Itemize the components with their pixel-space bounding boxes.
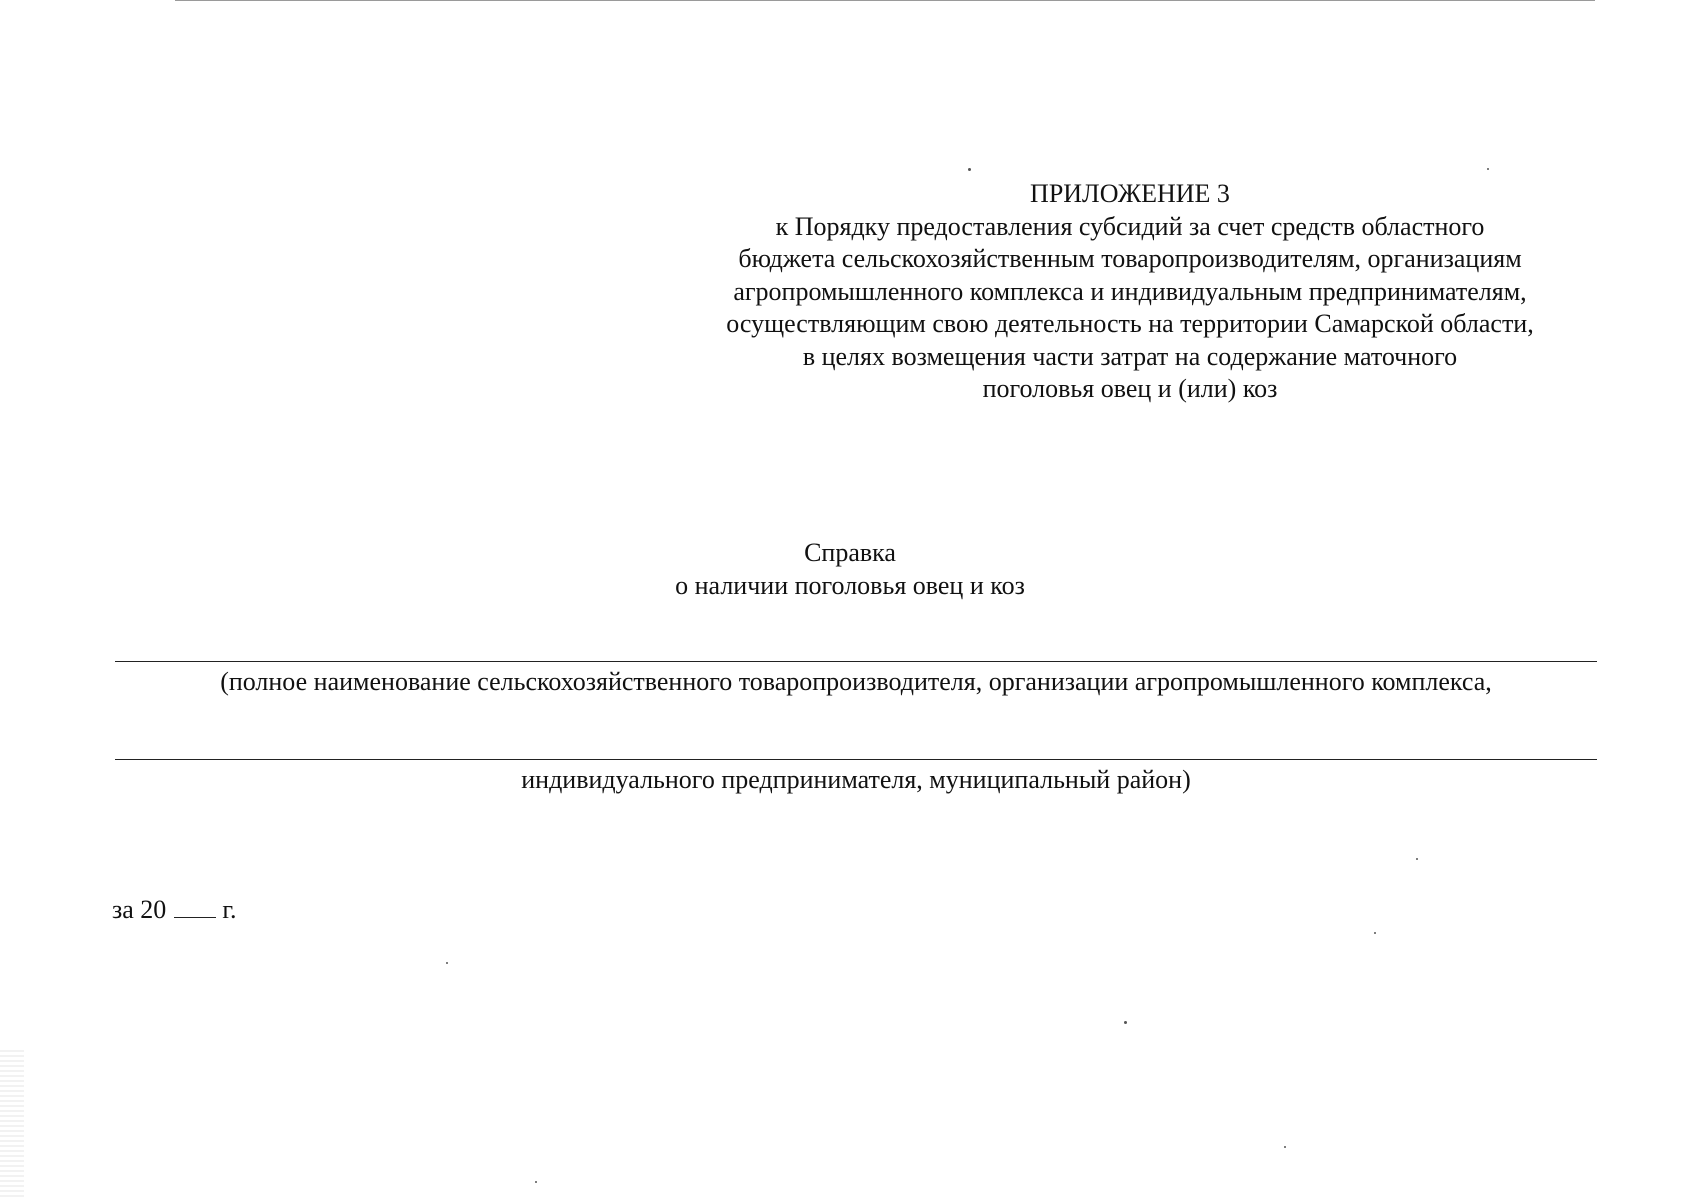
appendix-line-6: поголовья овец и (или) коз: [982, 374, 1278, 403]
document-title-block: [560, 536, 1140, 602]
appendix-line-4: осуществляющим свою деятельность на территории Самарской области,: [726, 309, 1534, 338]
scan-speck: [1284, 1146, 1286, 1148]
scan-speck: [1487, 168, 1489, 170]
scan-speck: [1124, 1021, 1127, 1024]
scan-speck: [1374, 932, 1376, 934]
scan-speck: [968, 168, 971, 171]
scan-speck: [535, 1181, 537, 1183]
year-blank-field[interactable]: [174, 893, 216, 918]
scan-speck: [1416, 858, 1418, 860]
period-prefix: за 20: [112, 895, 167, 924]
appendix-line-2: бюджета сельскохозяйственным товаропроизводителям, организациям: [738, 244, 1522, 273]
document-subtitle: о наличии поголовья овец и коз: [675, 571, 1025, 600]
organization-name-fill-line-1[interactable]: [115, 661, 1597, 662]
organization-name-caption-1: (полное наименование сельскохозяйственного товаропроизводителя, организации агропромышленного комплекса,: [220, 667, 1492, 696]
scan-edge-noise: [0, 1050, 24, 1200]
appendix-line-1: к Порядку предоставления субсидий за счет средств областного: [775, 211, 1485, 241]
appendix-line-3: агропромышленного комплекса и индивидуальным предпринимателям,: [733, 276, 1527, 306]
document-title: Справка: [804, 538, 896, 567]
organization-name-caption-2: индивидуального предпринимателя, муниципальный район): [521, 765, 1191, 794]
period-suffix: г.: [222, 895, 237, 924]
report-period: [112, 893, 237, 926]
appendix-line-5: в целях возмещения части затрат на содержание маточного: [802, 341, 1458, 371]
organization-name-fill-line-2[interactable]: [115, 759, 1597, 760]
top-edge-rule: [175, 0, 1595, 1]
appendix-heading: ПРИЛОЖЕНИЕ 3: [1030, 179, 1230, 208]
appendix-header: [690, 178, 1570, 406]
scan-speck: [446, 962, 448, 964]
